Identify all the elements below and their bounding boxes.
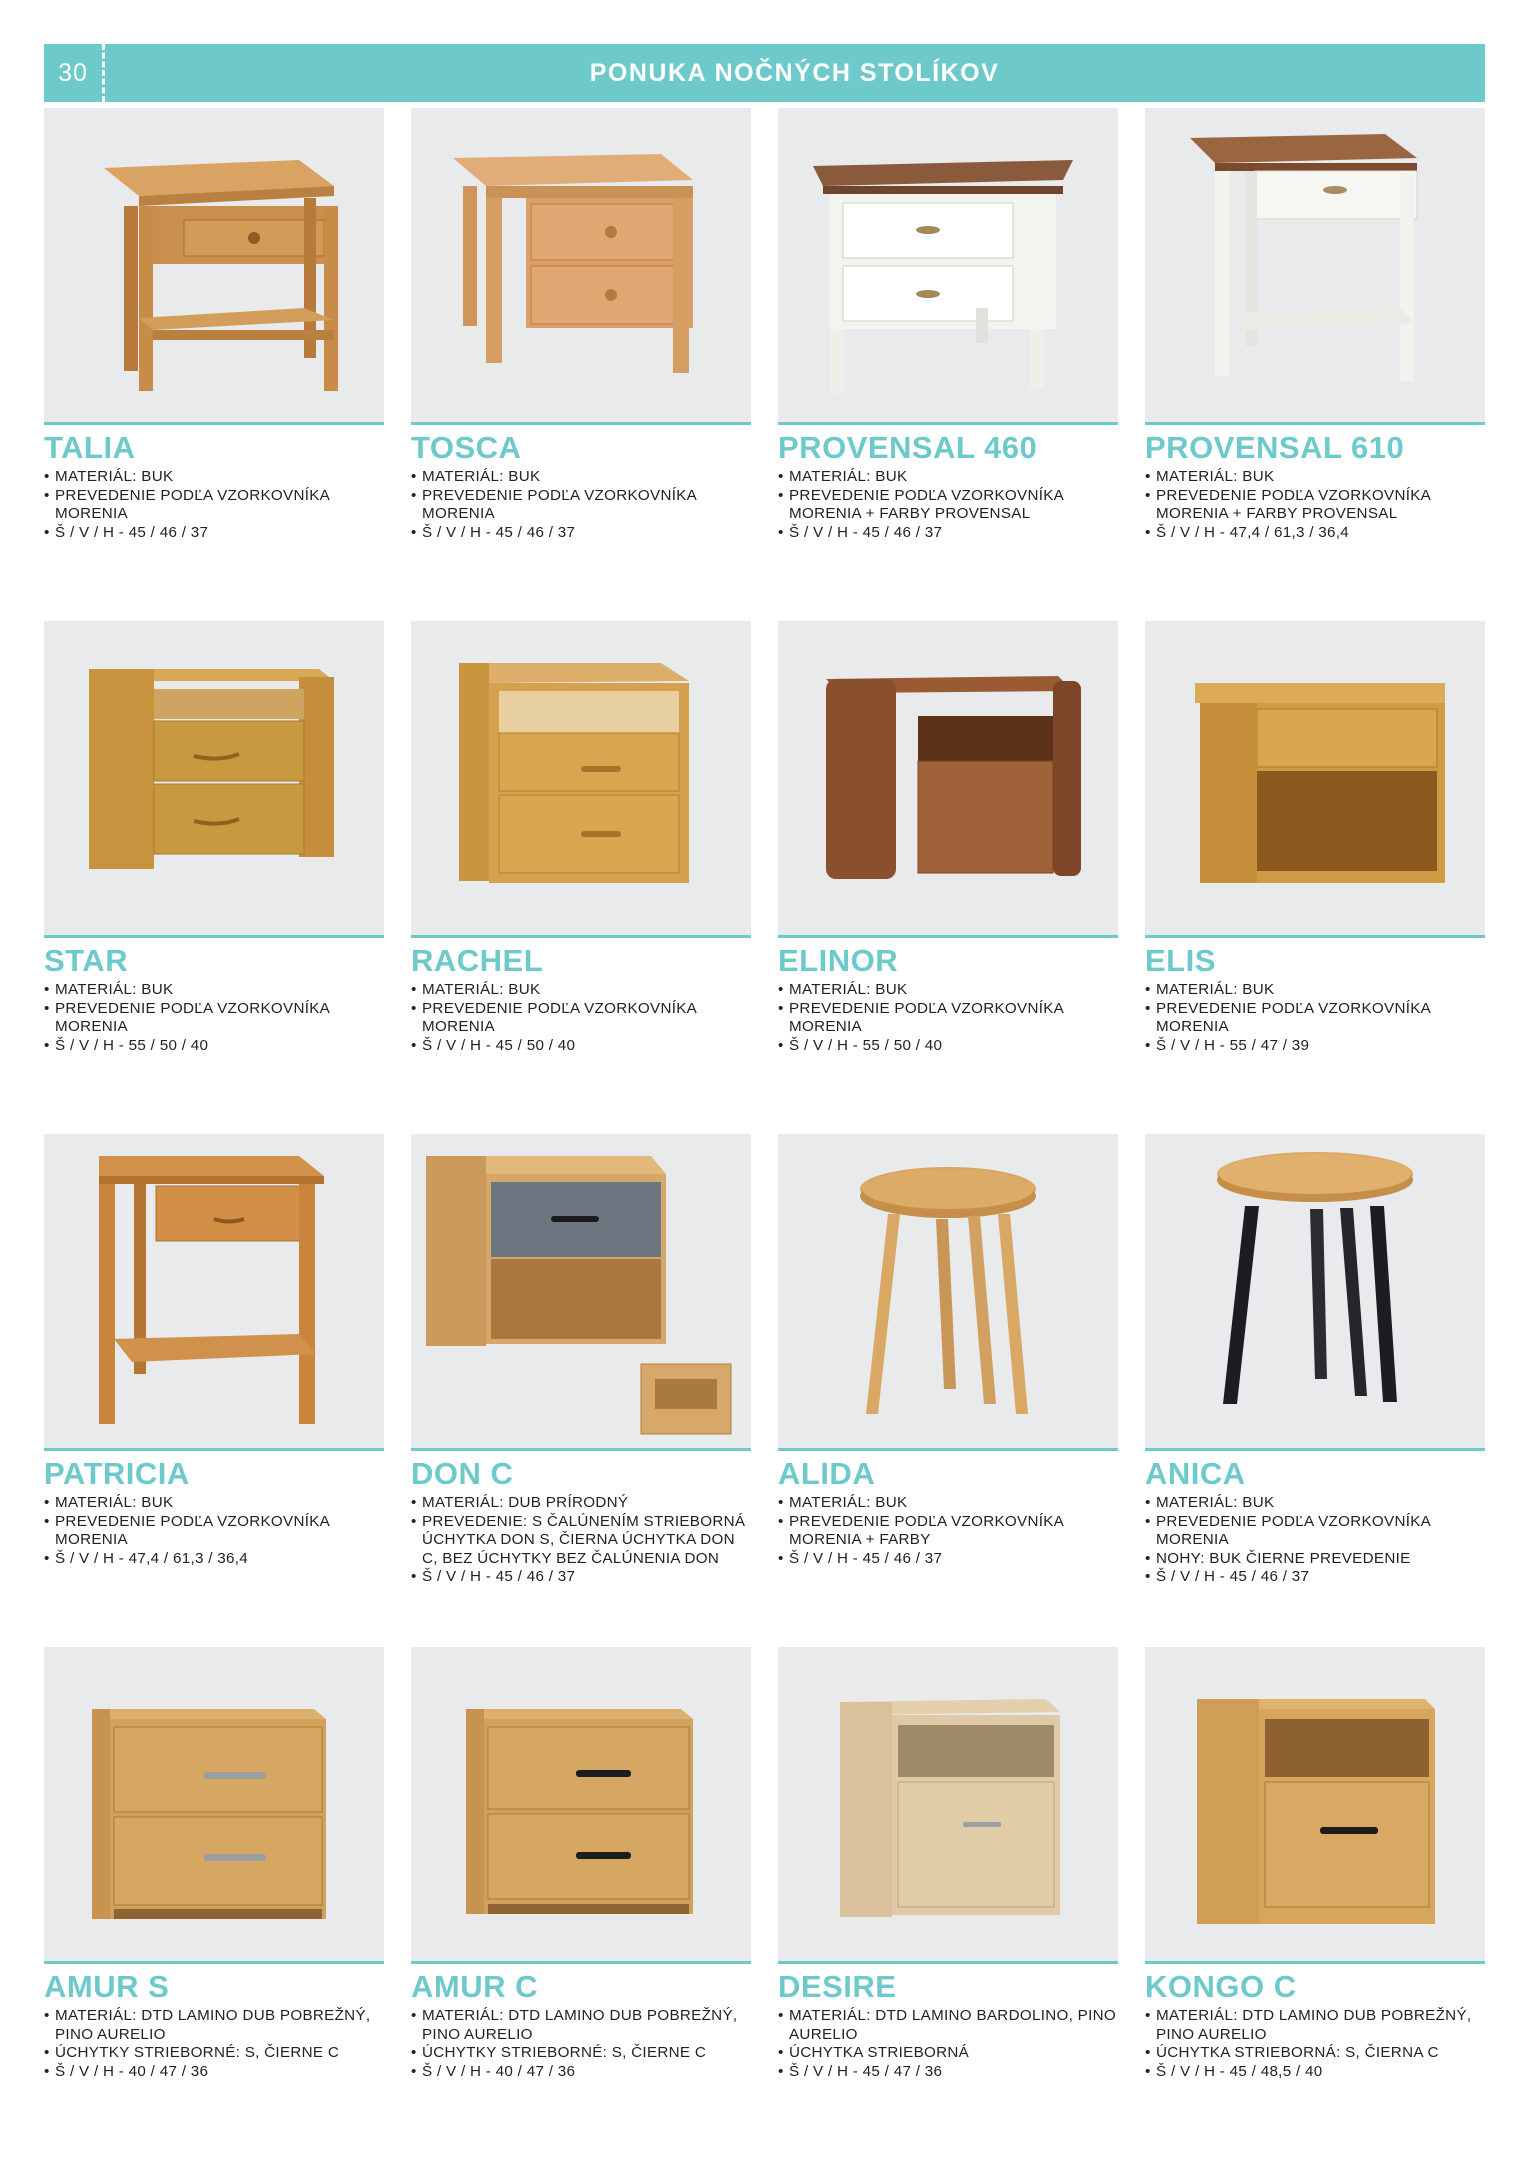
product-specs (44, 981, 384, 1055)
spec-item: • ÚCHYTKA STRIEBORNÁ: S, ČIERNA C (1145, 2044, 1485, 2063)
spec-item: • Š / V / H - 45 / 46 / 37 (778, 524, 1118, 543)
product-photo-elis (1145, 621, 1485, 936)
spec-item: • Š / V / H - 55 / 50 / 40 (778, 1037, 1118, 1056)
nightstand-illustration (1145, 1647, 1485, 1962)
spec-item: • PREVEDENIE PODĽA VZORKOVNÍKA MORENIA (1145, 1513, 1485, 1550)
spec-item: • PREVEDENIE: S ČALÚNENÍM STRIEBORNÁ ÚCHYTKA DON S, ČIERNA ÚCHYTKA DON C, BEZ ÚCHYTKY BEZ ČALÚNENIA DON (411, 1513, 751, 1569)
spec-item: • PREVEDENIE PODĽA VZORKOVNÍKA MORENIA + FARBY (778, 1513, 1118, 1550)
product-photo-provensal-460 (778, 108, 1118, 423)
spec-item: • MATERIÁL: DUB PRÍRODNÝ (411, 1494, 751, 1513)
product-card-tosca (411, 108, 751, 621)
product-card-alida (778, 1134, 1118, 1647)
product-photo-desire (778, 1647, 1118, 1962)
product-photo-anica (1145, 1134, 1485, 1449)
spec-item: • MATERIÁL: BUK (44, 981, 384, 1000)
product-name: ANICA (1145, 1456, 1246, 1491)
product-name: ELIS (1145, 943, 1216, 978)
product-specs (778, 1494, 1118, 1568)
product-specs (44, 468, 384, 542)
product-specs (778, 468, 1118, 542)
nightstand-illustration (411, 108, 751, 423)
product-card-star (44, 621, 384, 1134)
nightstand-illustration (44, 621, 384, 936)
spec-item: • PREVEDENIE PODĽA VZORKOVNÍKA MORENIA + FARBY PROVENSAL (778, 487, 1118, 524)
spec-item: • Š / V / H - 55 / 50 / 40 (44, 1037, 384, 1056)
product-specs (1145, 1494, 1485, 1587)
divider-line (1145, 1961, 1485, 1964)
divider-line (411, 1448, 751, 1451)
product-photo-star (44, 621, 384, 936)
divider-line (1145, 1448, 1485, 1451)
product-name: RACHEL (411, 943, 544, 978)
product-name: PROVENSAL 610 (1145, 430, 1405, 465)
divider-line (778, 422, 1118, 425)
product-card-anica (1145, 1134, 1485, 1647)
product-photo-amur-c (411, 1647, 751, 1962)
divider-line (411, 1961, 751, 1964)
divider-line (44, 1961, 384, 1964)
product-card-desire (778, 1647, 1118, 2160)
divider-line (778, 1961, 1118, 1964)
spec-item: • MATERIÁL: BUK (44, 468, 384, 487)
spec-item: • Š / V / H - 45 / 46 / 37 (411, 1568, 751, 1587)
product-photo-rachel (411, 621, 751, 936)
product-photo-talia (44, 108, 384, 423)
product-specs (44, 2007, 384, 2081)
product-photo-tosca (411, 108, 751, 423)
product-specs (411, 468, 751, 542)
spec-item: • Š / V / H - 55 / 47 / 39 (1145, 1037, 1485, 1056)
product-name: TOSCA (411, 430, 522, 465)
nightstand-illustration (778, 108, 1118, 423)
product-specs (1145, 981, 1485, 1055)
product-name: KONGO C (1145, 1969, 1297, 2004)
product-name: PATRICIA (44, 1456, 190, 1491)
product-name: ELINOR (778, 943, 899, 978)
spec-item: • NOHY: BUK ČIERNE PREVEDENIE (1145, 1550, 1485, 1569)
nightstand-illustration (1145, 108, 1485, 423)
nightstand-illustration (1145, 1134, 1485, 1449)
spec-item: • PREVEDENIE PODĽA VZORKOVNÍKA MORENIA (411, 1000, 751, 1037)
divider-line (778, 935, 1118, 938)
product-specs (778, 981, 1118, 1055)
spec-item: • MATERIÁL: BUK (1145, 1494, 1485, 1513)
product-photo-don-c (411, 1134, 751, 1449)
divider-line (44, 935, 384, 938)
nightstand-illustration (44, 1134, 384, 1449)
product-photo-kongo-c (1145, 1647, 1485, 1962)
spec-item: • MATERIÁL: BUK (44, 1494, 384, 1513)
product-name: DON C (411, 1456, 514, 1491)
product-photo-alida (778, 1134, 1118, 1449)
spec-item: • Š / V / H - 47,4 / 61,3 / 36,4 (44, 1550, 384, 1569)
nightstand-illustration (411, 1134, 751, 1449)
product-card-kongo-c (1145, 1647, 1485, 2160)
product-specs (411, 2007, 751, 2081)
spec-item: • PREVEDENIE PODĽA VZORKOVNÍKA MORENIA (1145, 1000, 1485, 1037)
page-title: PONUKA NOČNÝCH STOLÍKOV (589, 59, 1000, 87)
nightstand-illustration (411, 1647, 751, 1962)
nightstand-illustration (44, 108, 384, 423)
divider-line (1145, 422, 1485, 425)
nightstand-illustration (778, 1647, 1118, 1962)
spec-item: • ÚCHYTKA STRIEBORNÁ (778, 2044, 1118, 2063)
product-card-rachel (411, 621, 751, 1134)
product-photo-amur-s (44, 1647, 384, 1962)
nightstand-illustration (778, 1134, 1118, 1449)
spec-item: • PREVEDENIE PODĽA VZORKOVNÍKA MORENIA (44, 487, 384, 524)
nightstand-illustration (44, 1647, 384, 1962)
spec-item: • ÚCHYTKY STRIEBORNÉ: S, ČIERNE C (411, 2044, 751, 2063)
product-name: DESIRE (778, 1969, 897, 2004)
nightstand-illustration (411, 621, 751, 936)
spec-item: • MATERIÁL: BUK (778, 981, 1118, 1000)
spec-item: • MATERIÁL: BUK (778, 468, 1118, 487)
spec-item: • PREVEDENIE PODĽA VZORKOVNÍKA MORENIA (778, 1000, 1118, 1037)
spec-item: • Š / V / H - 45 / 46 / 37 (411, 524, 751, 543)
spec-item: • Š / V / H - 47,4 / 61,3 / 36,4 (1145, 524, 1485, 543)
page-number: 30 (44, 44, 105, 102)
product-card-provensal-610 (1145, 108, 1485, 621)
product-specs (411, 1494, 751, 1587)
spec-item: • Š / V / H - 45 / 48,5 / 40 (1145, 2063, 1485, 2082)
spec-item: • PREVEDENIE PODĽA VZORKOVNÍKA MORENIA + FARBY PROVENSAL (1145, 487, 1485, 524)
nightstand-illustration (1145, 621, 1485, 936)
spec-item: • Š / V / H - 45 / 50 / 40 (411, 1037, 751, 1056)
product-name: AMUR S (44, 1969, 170, 2004)
product-card-provensal-460 (778, 108, 1118, 621)
spec-item: • MATERIÁL: BUK (1145, 981, 1485, 1000)
product-specs (778, 2007, 1118, 2081)
product-specs (44, 1494, 384, 1568)
divider-line (44, 422, 384, 425)
nightstand-illustration (778, 621, 1118, 936)
spec-item: • MATERIÁL: BUK (1145, 468, 1485, 487)
spec-item: • MATERIÁL: BUK (778, 1494, 1118, 1513)
spec-item: • Š / V / H - 40 / 47 / 36 (411, 2063, 751, 2082)
product-card-patricia (44, 1134, 384, 1647)
product-card-elinor (778, 621, 1118, 1134)
product-specs (1145, 468, 1485, 542)
spec-item: • Š / V / H - 45 / 46 / 37 (1145, 1568, 1485, 1587)
product-card-don-c (411, 1134, 751, 1647)
product-specs (411, 981, 751, 1055)
divider-line (44, 1448, 384, 1451)
spec-item: • Š / V / H - 45 / 46 / 37 (44, 524, 384, 543)
spec-item: • MATERIÁL: DTD LAMINO DUB POBREŽNÝ, PINO AURELIO (1145, 2007, 1485, 2044)
product-card-amur-s (44, 1647, 384, 2160)
divider-line (411, 422, 751, 425)
product-photo-elinor (778, 621, 1118, 936)
product-photo-patricia (44, 1134, 384, 1449)
product-card-elis (1145, 621, 1485, 1134)
product-photo-provensal-610 (1145, 108, 1485, 423)
product-card-amur-c (411, 1647, 751, 2160)
product-name: TALIA (44, 430, 136, 465)
divider-line (411, 935, 751, 938)
product-grid (44, 108, 1485, 2160)
spec-item: • MATERIÁL: DTD LAMINO DUB POBREŽNÝ, PINO AURELIO (411, 2007, 751, 2044)
product-name: STAR (44, 943, 129, 978)
spec-item: • PREVEDENIE PODĽA VZORKOVNÍKA MORENIA (44, 1513, 384, 1550)
product-name: ALIDA (778, 1456, 876, 1491)
spec-item: • ÚCHYTKY STRIEBORNÉ: S, ČIERNE C (44, 2044, 384, 2063)
product-specs (1145, 2007, 1485, 2081)
product-card-talia (44, 108, 384, 621)
spec-item: • PREVEDENIE PODĽA VZORKOVNÍKA MORENIA (44, 1000, 384, 1037)
divider-line (1145, 935, 1485, 938)
spec-item: • Š / V / H - 45 / 46 / 37 (778, 1550, 1118, 1569)
divider-line (778, 1448, 1118, 1451)
spec-item: • MATERIÁL: DTD LAMINO DUB POBREŽNÝ, PINO AURELIO (44, 2007, 384, 2044)
spec-item: • MATERIÁL: BUK (411, 981, 751, 1000)
spec-item: • MATERIÁL: BUK (411, 468, 751, 487)
spec-item: • MATERIÁL: DTD LAMINO BARDOLINO, PINO AURELIO (778, 2007, 1118, 2044)
spec-item: • Š / V / H - 40 / 47 / 36 (44, 2063, 384, 2082)
product-name: AMUR C (411, 1969, 538, 2004)
spec-item: • Š / V / H - 45 / 47 / 36 (778, 2063, 1118, 2082)
product-name: PROVENSAL 460 (778, 430, 1038, 465)
spec-item: • PREVEDENIE PODĽA VZORKOVNÍKA MORENIA (411, 487, 751, 524)
page-header (44, 44, 1485, 102)
